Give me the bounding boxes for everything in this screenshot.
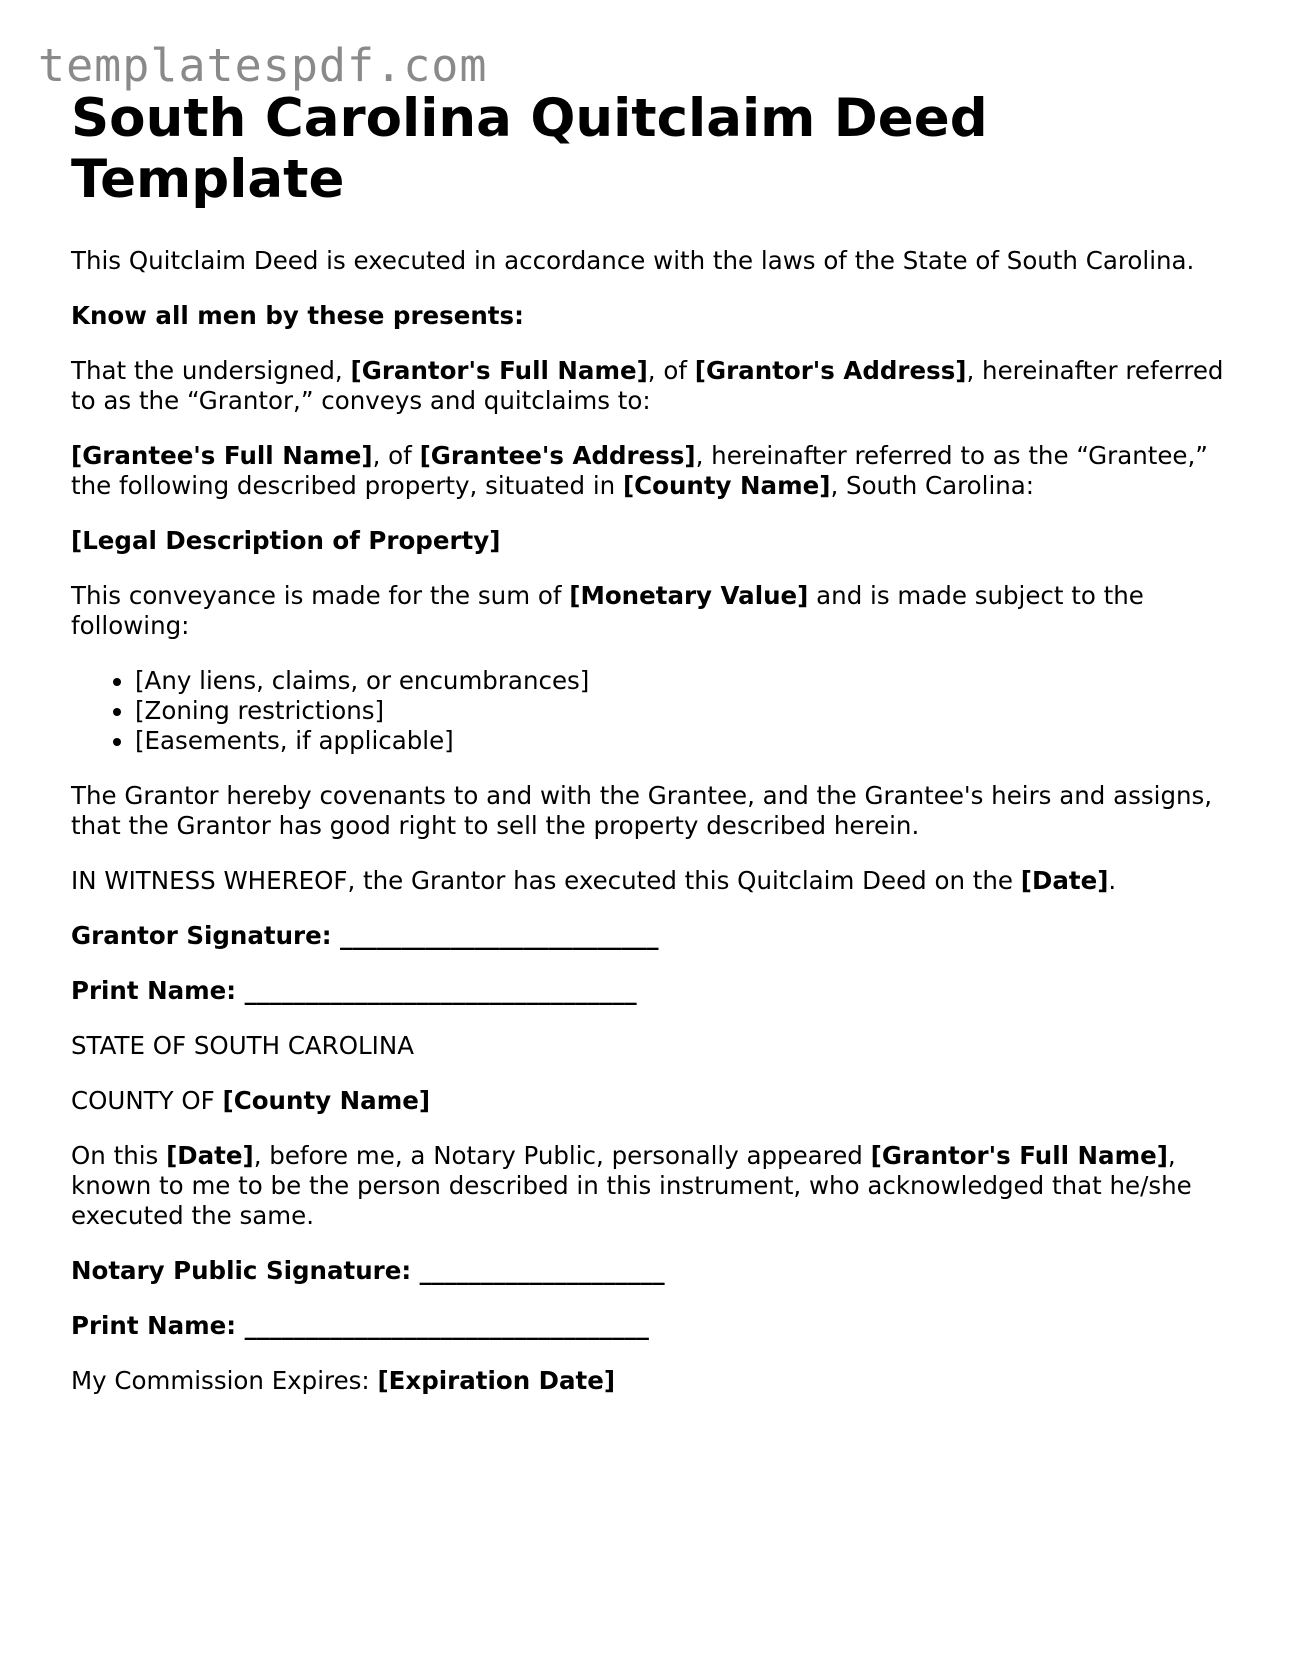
conveyance-text-1: This conveyance is made for the sum of bbox=[71, 581, 570, 610]
covenant-paragraph: The Grantor hereby covenants to and with the Grantee, and the Grantee's heirs and assigns, that the Grantor has good right to sell the property described herein. bbox=[71, 781, 1213, 840]
state-line: STATE OF SOUTH CAROLINA bbox=[71, 1031, 414, 1060]
witness-text-1: IN WITNESS WHEREOF, the Grantor has executed this Quitclaim Deed on the bbox=[71, 866, 1021, 895]
notary-text-3: , known to me to be the person described in this instrument, who acknowledged that he/she executed the same. bbox=[71, 1141, 1192, 1230]
grantee-paragraph bbox=[71, 441, 1231, 501]
notary-print-label: Print Name: _________________________________ bbox=[71, 1311, 649, 1340]
grantor-text-2: , of bbox=[647, 356, 695, 385]
conveyance-paragraph bbox=[71, 581, 1231, 641]
grantor-print-line bbox=[71, 976, 1231, 1006]
grantor-address-placeholder: [Grantor's Address] bbox=[694, 356, 967, 385]
witness-text-2: . bbox=[1108, 866, 1117, 895]
conditions-list bbox=[71, 666, 1231, 756]
grantee-text-1: , of bbox=[372, 441, 420, 470]
commission-text: My Commission Expires: bbox=[71, 1366, 378, 1395]
grantor-signature-line bbox=[71, 921, 1231, 951]
legal-description-placeholder: [Legal Description of Property] bbox=[71, 526, 501, 555]
watermark: templatespdf.com bbox=[38, 39, 488, 92]
notary-print-line bbox=[71, 1311, 1231, 1341]
notary-signature-line bbox=[71, 1256, 1231, 1286]
legal-description bbox=[71, 526, 1231, 556]
notary-grantor-placeholder: [Grantor's Full Name] bbox=[870, 1141, 1168, 1170]
grantee-name-placeholder: [Grantee's Full Name] bbox=[71, 441, 373, 470]
grantor-print-label: Print Name: ________________________________ bbox=[71, 976, 637, 1005]
grantor-signature-label: Grantor Signature: __________________________ bbox=[71, 921, 659, 950]
witness-paragraph bbox=[71, 866, 1231, 896]
county-placeholder: [County Name] bbox=[622, 471, 831, 500]
list-item: • [Easements, if applicable] bbox=[135, 726, 1231, 756]
grantee-address-placeholder: [Grantee's Address] bbox=[419, 441, 696, 470]
grantor-paragraph bbox=[71, 356, 1231, 416]
conveyance-text-2: and is made subject to the following: bbox=[71, 581, 1144, 640]
notary-text-2: , before me, a Notary Public, personally appeared bbox=[253, 1141, 871, 1170]
grantor-text-1: That the undersigned, bbox=[71, 356, 351, 385]
know-all-text: Know all men by these presents: bbox=[71, 301, 524, 330]
county-line-placeholder: [County Name] bbox=[222, 1086, 431, 1115]
commission-line bbox=[71, 1366, 1231, 1396]
notary-paragraph bbox=[71, 1141, 1231, 1231]
list-item: • [Zoning restrictions] bbox=[135, 696, 1231, 726]
expiration-date-placeholder: [Expiration Date] bbox=[377, 1366, 616, 1395]
county-line bbox=[71, 1086, 1231, 1116]
intro-paragraph: This Quitclaim Deed is executed in accordance with the laws of the State of South Carolina. bbox=[71, 246, 1195, 275]
document-title: South Carolina Quitclaim Deed Template bbox=[71, 88, 988, 210]
notary-signature-label: Notary Public Signature: ____________________ bbox=[71, 1256, 665, 1285]
grantor-text-3: , hereinafter referred to as the “Grantor,” conveys and quitclaims to: bbox=[71, 356, 1224, 415]
document-page bbox=[71, 88, 1231, 1421]
monetary-value-placeholder: [Monetary Value] bbox=[569, 581, 809, 610]
county-line-text: COUNTY OF bbox=[71, 1086, 223, 1115]
list-item: • [Any liens, claims, or encumbrances] bbox=[135, 666, 1231, 696]
notary-date-placeholder: [Date] bbox=[166, 1141, 254, 1170]
witness-date-placeholder: [Date] bbox=[1020, 866, 1109, 895]
know-all-heading bbox=[71, 301, 1231, 331]
grantor-name-placeholder: [Grantor's Full Name] bbox=[350, 356, 648, 385]
grantee-text-2: , hereinafter referred to as the “Grantee,” the following described property, situated in bbox=[71, 441, 1208, 500]
notary-text-1: On this bbox=[71, 1141, 167, 1170]
grantee-text-3: , South Carolina: bbox=[830, 471, 1035, 500]
